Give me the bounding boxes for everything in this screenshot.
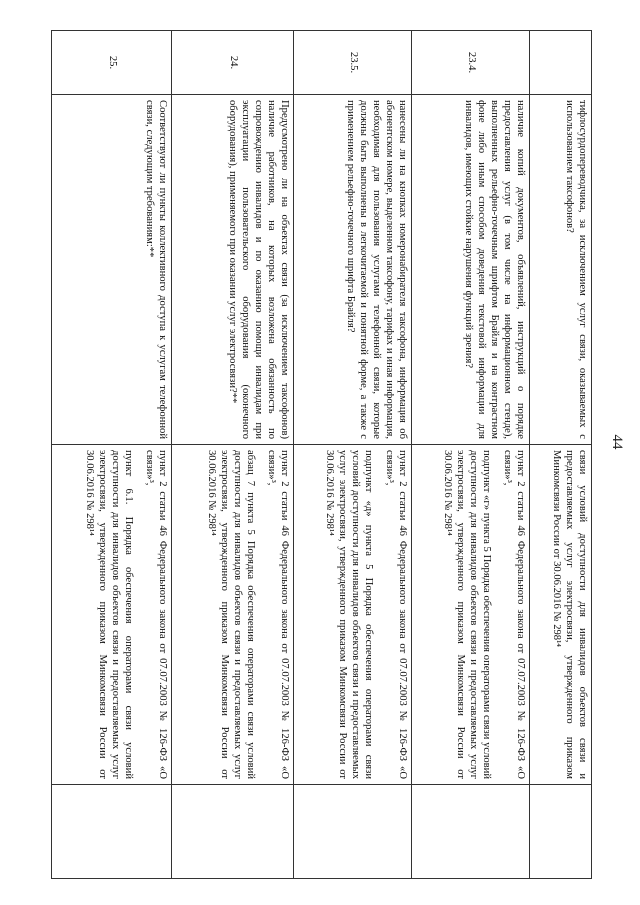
answer-cell [172, 785, 294, 879]
legal-basis-cell [530, 445, 592, 785]
legal-basis-cell [172, 445, 294, 785]
table-row [172, 31, 294, 879]
row-number: 23.5. [294, 31, 412, 95]
legal-basis-cell [294, 445, 412, 785]
question-cell: Соответствуют ли пункты коллективного доступа к услугам телефонной связи, следующим требованиям:** [52, 95, 172, 445]
row-number: 25. [52, 31, 172, 95]
question-cell: нанесены ли на кнопках номеронабирателя таксофона, информация об абонентском номере, выделенном таксофону, тарифах и иная информация, необходимая для пользования услугами телефонной связи, которые должны быть выполнены в легкочитаемой и понятной форме, а также с применением рельефно-точечного шрифта Брайля? [294, 95, 412, 445]
legal-basis-text: связи условий доступности для инвалидов объектов связи и предоставляемых услуг электросвязи, утвержденного приказом Минкомсвязи России от 30.06.2016 № 298¹⁴ [551, 450, 588, 779]
question-cell: тифлосурдопереводчика, за исключением услуг связи, оказываемых с использованием таксофонов? [530, 95, 592, 445]
legal-basis-cell [412, 445, 530, 785]
table-row [52, 31, 172, 879]
table-row [294, 31, 412, 879]
answer-cell [52, 785, 172, 879]
answer-cell [530, 785, 592, 879]
question-cell: наличие копий документов, объявлений, инструкций о порядке предоставления услуг (в том числе на информационном стенде), выполненных рельефно-точечным шрифтом Брайля и на контрастном фоне либо иным способом доведения текстовой информации для инвалидов, имеющих стойкие нарушения функций зрения? [412, 95, 530, 445]
legal-basis-text: пункт 2 статьи 46 Федерального закона от 07.07.2003 № 126-ФЗ «О связи»³, [144, 450, 168, 779]
legal-basis-text: пункт 2 статьи 46 Федерального закона от 07.07.2003 № 126-ФЗ «О связи»³, [384, 450, 408, 779]
legal-basis-text: подпункт «г» пункта 5 Порядка обеспечения операторами связи условий доступности для инвалидов объектов связи и предоставляемых услуг электросвязи, утвержденного приказом Минкомсвязи России от 30.06.2016 № 298¹⁴ [442, 450, 493, 779]
answer-cell [294, 785, 412, 879]
table-row [412, 31, 530, 879]
row-number: 23.4. [412, 31, 530, 95]
row-number: 24. [172, 31, 294, 95]
checklist-table [51, 30, 592, 879]
legal-basis-text: пункт 6.1. Порядка обеспечения операторами связи условий доступности для инвалидов объектов связи и предоставляемых услуг электросвязи, утвержденного приказом Минкомсвязи России от 30.06.2016 № 298¹⁴ [84, 450, 135, 779]
question-cell: Предусмотрено ли на объектах связи (за исключением таксофонов) наличие работников, на которых возложена обязанность по сопровождению инвалидов и по оказанию помощи инвалидам при эксплуатации пользовательского оборудования (оконечного оборудования), применяемого при оказании услуг электросвязи?** [172, 95, 294, 445]
legal-basis-text: подпункт «д» пункта 5 Порядка обеспечения операторами связи условий доступности для инвалидов объектов связи и предоставляемых услуг электросвязи, утвержденного приказом Минкомсвязи России от 30.06.2016 № 298¹⁴ [324, 450, 375, 779]
page-number: 44 [609, 434, 625, 450]
legal-basis-text: абзац 7 пункта 5 Порядка обеспечения операторами связи условий доступности для инвалидов объектов связи и предоставляемых услуг электросвязи, утвержденного приказом Минкомсвязи России от 30.06.2016 № 298¹⁴ [206, 450, 257, 779]
table-row [530, 31, 592, 879]
legal-basis-cell [52, 445, 172, 785]
legal-basis-text: пункт 2 статьи 46 Федерального закона от 07.07.2003 № 126-ФЗ «О связи»³, [266, 450, 290, 779]
answer-cell [412, 785, 530, 879]
checklist-table-rotated [52, 30, 592, 878]
legal-basis-text: пункт 2 статьи 46 Федерального закона от 07.07.2003 № 126-ФЗ «О связи»³, [502, 450, 526, 779]
row-number [530, 31, 592, 95]
